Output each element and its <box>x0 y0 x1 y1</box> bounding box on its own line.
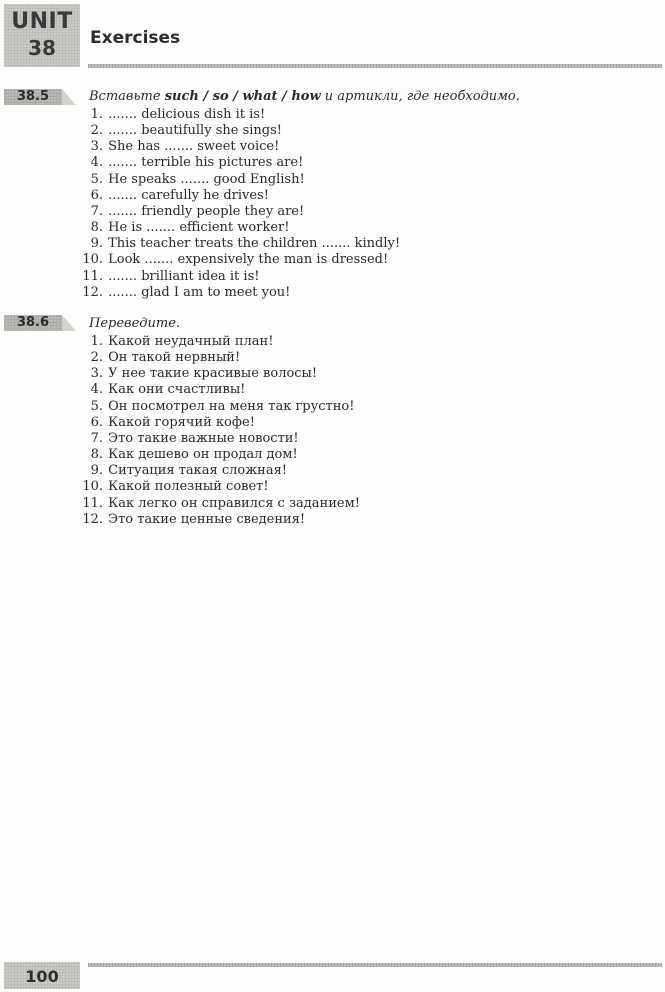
item-text: ....... glad I am to meet you! <box>108 284 291 300</box>
list-item <box>82 204 400 220</box>
list-item <box>82 350 360 366</box>
item-text: This teacher treats the children ....... kindly! <box>108 236 401 252</box>
item-number: 6. <box>90 187 103 203</box>
list-item <box>82 155 400 171</box>
list-item <box>82 252 400 268</box>
list-item <box>82 496 360 512</box>
list-item <box>82 399 360 415</box>
item-text: Это такие важные новости! <box>108 430 299 446</box>
item-number: 9. <box>90 463 103 479</box>
item-text: Он такой нервный! <box>108 350 241 366</box>
unit-number: 38 <box>28 36 56 60</box>
list-item <box>82 236 400 252</box>
item-number: 11. <box>82 495 103 511</box>
item-number: 2. <box>90 350 103 366</box>
item-number: 6. <box>90 414 103 430</box>
item-number: 1. <box>90 107 103 122</box>
item-number: 8. <box>90 447 103 463</box>
footer-divider <box>88 963 662 967</box>
item-text: ....... carefully he drives! <box>108 187 269 203</box>
list-item <box>82 220 400 236</box>
item-number: 3. <box>90 139 103 155</box>
item-text: Ситуация такая сложная! <box>108 463 288 479</box>
item-number: 7. <box>90 203 103 219</box>
item-text: He speaks ....... good English! <box>108 171 305 187</box>
list-item <box>82 431 360 447</box>
list-item <box>82 285 400 301</box>
list-item <box>82 269 400 285</box>
item-number: 3. <box>90 366 103 382</box>
item-text: He is ....... efficient worker! <box>108 220 290 236</box>
item-number: 9. <box>90 236 103 252</box>
list-item <box>82 415 360 431</box>
item-text: ....... beautifully she sings! <box>108 123 282 139</box>
item-text: ....... delicious dish it is! <box>108 107 266 122</box>
item-text: ....... friendly people they are! <box>108 203 305 219</box>
item-text: Какой полезный совет! <box>108 479 269 495</box>
exercise-badge-38-6 <box>4 315 80 331</box>
item-text: Какой неудачный план! <box>108 334 274 349</box>
item-number: 4. <box>90 382 103 398</box>
item-number: 5. <box>90 171 103 187</box>
item-text: She has ....... sweet voice! <box>108 139 280 155</box>
list-item <box>82 382 360 398</box>
item-number: 10. <box>82 252 103 268</box>
page-title: Exercises <box>90 28 181 48</box>
item-number: 8. <box>90 220 103 236</box>
instruction-text-pre: Вставьте <box>89 89 165 104</box>
badge-slant <box>62 89 76 105</box>
list-item <box>82 123 400 139</box>
item-number: 2. <box>90 123 103 139</box>
item-text: Как они счастливы! <box>108 382 246 398</box>
exercise-badge-38-5 <box>4 89 80 105</box>
list-item <box>82 107 400 123</box>
exercise-instruction-38-6: Переведите. <box>89 316 181 331</box>
list-item <box>82 447 360 463</box>
list-item <box>82 334 360 350</box>
item-number: 7. <box>90 430 103 446</box>
list-item <box>82 139 400 155</box>
item-text: Какой горячий кофе! <box>108 414 255 430</box>
badge-slant <box>62 315 76 331</box>
exercise-instruction-38-5 <box>89 89 520 105</box>
item-text: Он посмотрел на меня так грустно! <box>108 398 355 414</box>
header-divider <box>88 64 662 68</box>
item-number: 1. <box>90 334 103 349</box>
exercise-list-38-6 <box>82 334 360 528</box>
instruction-keywords: such / so / what / how <box>164 89 321 104</box>
item-text: Look ....... expensively the man is dressed! <box>108 252 389 268</box>
item-text: У нее такие красивые волосы! <box>108 366 318 382</box>
exercise-number: 38.6 <box>4 315 62 331</box>
list-item <box>82 479 360 495</box>
list-item <box>82 188 400 204</box>
list-item <box>82 512 360 528</box>
item-number: 4. <box>90 155 103 171</box>
item-text: Как дешево он продал дом! <box>108 447 298 463</box>
page-number: 100 <box>4 962 80 989</box>
unit-badge <box>4 4 80 67</box>
item-number: 5. <box>90 398 103 414</box>
item-text: ....... brilliant idea it is! <box>108 268 260 284</box>
item-number: 11. <box>82 268 103 284</box>
item-number: 10. <box>82 479 103 495</box>
list-item <box>82 366 360 382</box>
exercise-number: 38.5 <box>4 89 62 105</box>
instruction-text-post: и артикли, где необходимо. <box>320 89 520 104</box>
unit-label: UNIT <box>11 9 73 34</box>
item-text: Как легко он справился с заданием! <box>108 495 360 511</box>
item-number: 12. <box>82 511 103 527</box>
list-item <box>82 172 400 188</box>
item-number: 12. <box>82 284 103 300</box>
item-text: Это такие ценные сведения! <box>108 511 306 527</box>
item-text: ....... terrible his pictures are! <box>108 155 304 171</box>
exercise-list-38-5 <box>82 107 400 301</box>
list-item <box>82 463 360 479</box>
